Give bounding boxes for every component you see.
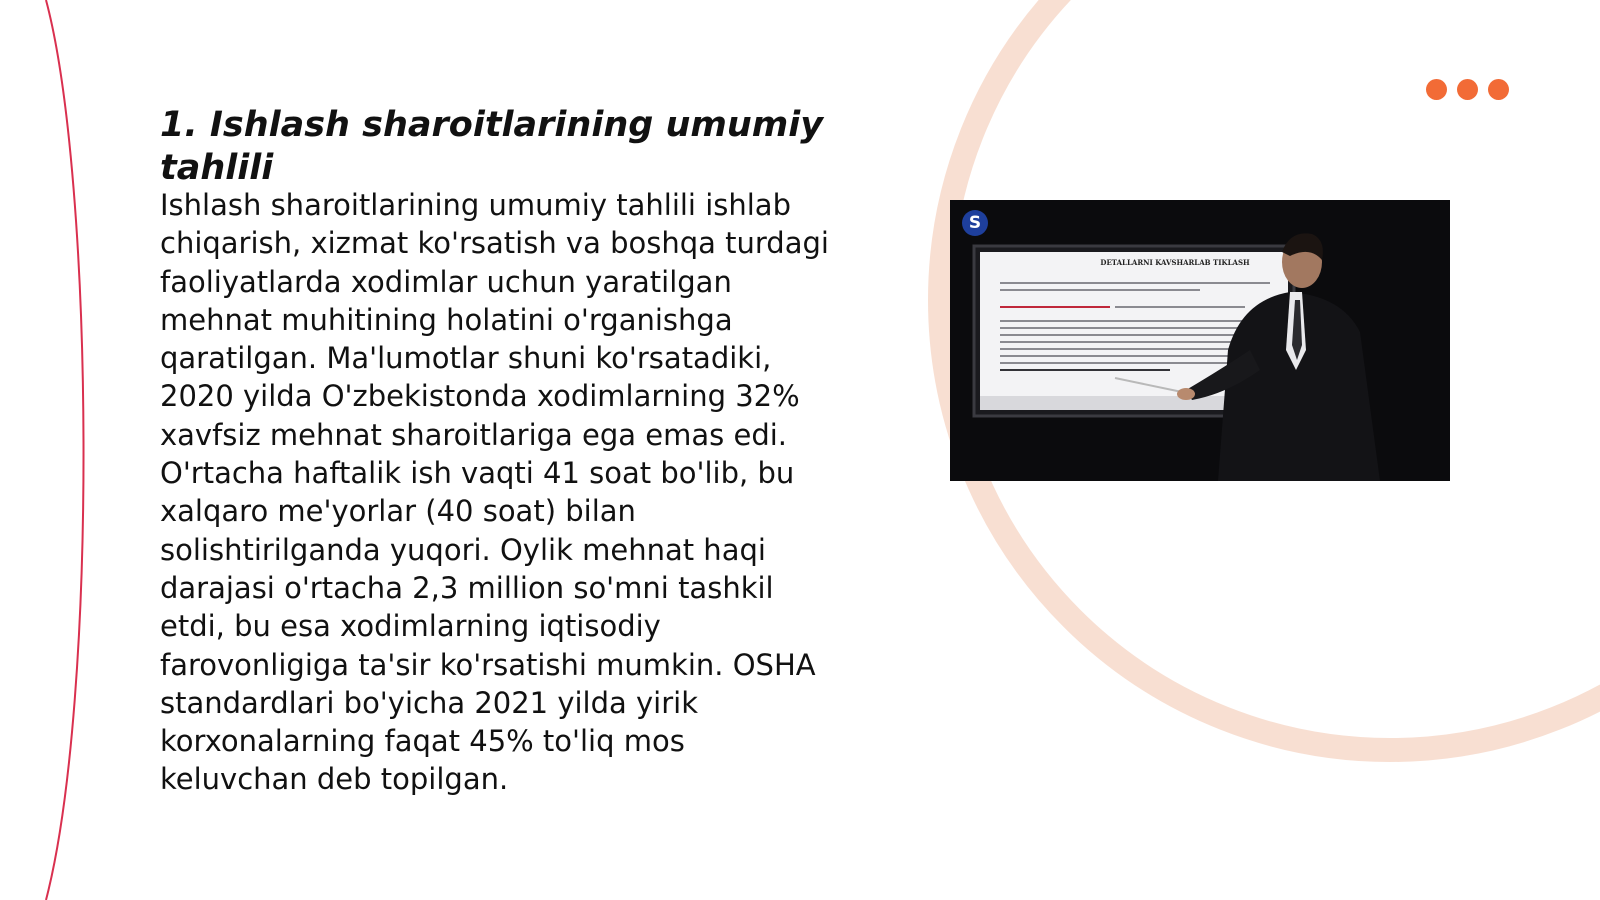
dot — [1426, 79, 1447, 100]
lecture-photo — [950, 200, 1450, 481]
photo-scene — [950, 200, 1450, 481]
channel-logo-icon: S — [962, 210, 988, 236]
dot — [1457, 79, 1478, 100]
slide-body-text: Ishlash sharoitlarining umumiy tahlili ishlab chiqarish, xizmat ko'rsatish va boshqa turdagi faoliyatlarda xodimlar uchun yaratilgan mehnat muhitining holatini o'rganishga qaratilgan. Ma'lumotlar shuni ko'rsatadiki, 2020 yilda O'zbekistonda xodimlarning 32% xavfsiz mehnat sharoitlariga ega emas edi. O'rtacha haftalik ish vaqti 41 soat bo'lib, bu xalqaro me'yorlar (40 soat) bilan solishtirilganda yuqori. Oylik mehnat haqi darajasi o'rtacha 2,3 million so'mni tashkil etdi, bu esa xodimlarning iqtisodiy farovonligiga ta'sir ko'rsatishi mumkin. OSHA standardlari bo'yicha 2021 yilda yirik korxonalarning faqat 45% to'liq mos keluvchan deb topilgan. — [160, 188, 829, 797]
dot — [1488, 79, 1509, 100]
more-dots-icon — [1426, 79, 1509, 100]
left-accent-line — [46, 0, 84, 900]
slide-title: 1. Ishlash sharoitlarining umumiy tahlili — [160, 105, 824, 188]
screen-heading: DETALLARNI KAVSHARLAB TIKLASH — [1100, 258, 1250, 267]
